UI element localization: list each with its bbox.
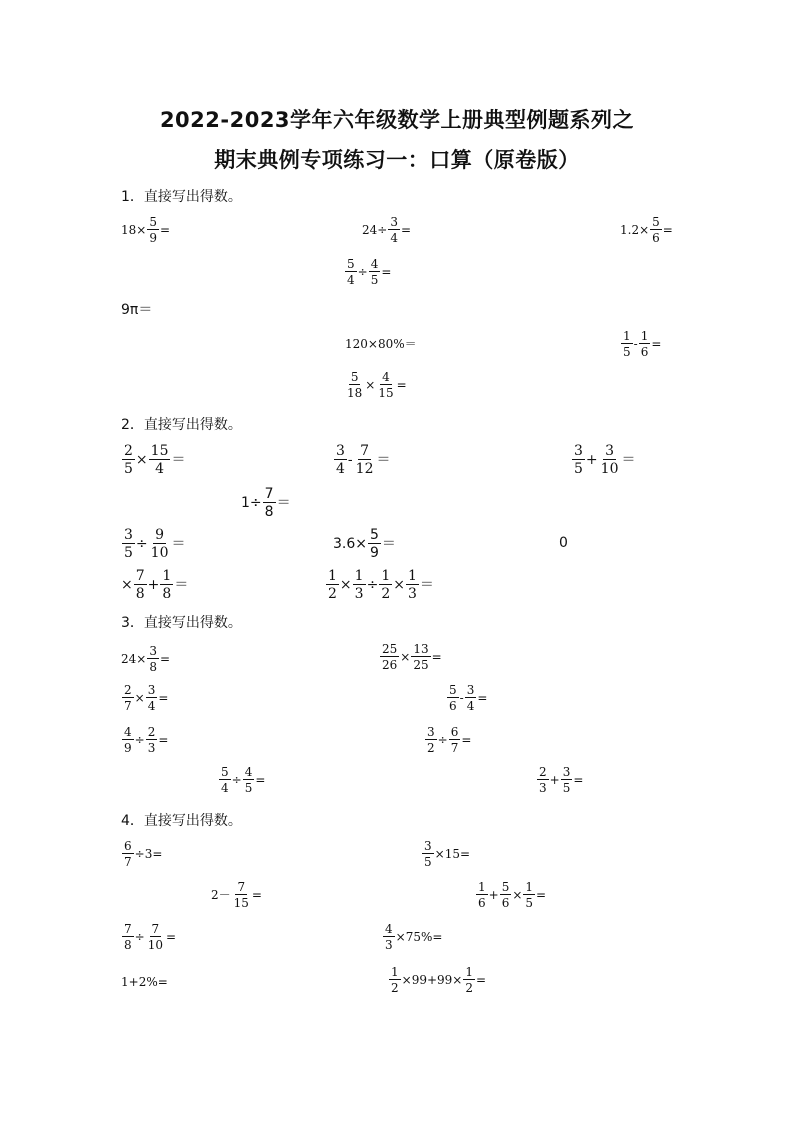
equals-sign: = (477, 691, 488, 705)
fraction-denominator: 10 (150, 545, 169, 561)
fraction-numerator: 25 (382, 642, 398, 656)
math-problem (345, 338, 417, 350)
fraction-numerator: 1 (525, 880, 534, 894)
fraction-denominator: 5 (562, 781, 571, 795)
fraction (639, 330, 651, 358)
fraction-denominator: 8 (162, 586, 172, 602)
fraction-denominator: 7 (450, 741, 459, 755)
fraction-numerator: 3 (124, 527, 133, 543)
math-problem (121, 923, 176, 951)
fraction (650, 216, 662, 244)
equals-sign: ＝ (376, 452, 391, 468)
fraction-numerator: 7 (360, 443, 370, 459)
math-problem (424, 726, 471, 754)
fraction-numerator: 15 (150, 443, 169, 459)
operator: ÷ (134, 930, 145, 944)
fraction-denominator: 15 (378, 386, 394, 400)
operator: + (549, 773, 560, 787)
fraction-denominator: 5 (424, 855, 432, 869)
equals-sign: ＝ (174, 577, 189, 593)
section-heading: 4．直接写出得数。 (121, 813, 242, 829)
equals-sign: = (573, 773, 584, 787)
fraction-numerator: 2 (124, 683, 132, 697)
fraction-numerator: 1 (381, 568, 391, 584)
fraction-numerator: 1 (328, 568, 337, 584)
fraction-denominator: 5 (525, 896, 534, 910)
fraction (147, 645, 159, 673)
equals-sign: = (158, 691, 169, 705)
fraction-denominator: 2 (427, 741, 435, 755)
math-problem (121, 216, 170, 244)
math-problem (379, 643, 442, 671)
equals-sign: = (159, 652, 171, 666)
problem-text: × (121, 577, 133, 593)
operator: ÷ (135, 536, 148, 552)
fraction (354, 444, 376, 476)
equals-sign: = (662, 223, 673, 237)
math-problem (446, 684, 487, 712)
operator: ×75%= (395, 930, 443, 944)
fraction-denominator: 12 (355, 461, 374, 477)
math-problem (121, 645, 170, 673)
math-problem (121, 528, 185, 560)
fraction (465, 684, 477, 712)
fraction-numerator: 2 (124, 443, 133, 459)
page-title-line2: 期末典例专项练习一：口算（原卷版） (214, 148, 580, 172)
fraction-numerator: 4 (124, 725, 132, 739)
equals-sign: ＝ (621, 452, 636, 468)
operator: - (347, 452, 353, 468)
fraction-denominator: 8 (264, 504, 274, 520)
math-problem (121, 303, 152, 317)
fraction-numerator: 1 (407, 568, 417, 584)
equals-sign: = (165, 930, 177, 944)
fraction-numerator: 2 (147, 725, 156, 739)
operator: ÷ (134, 733, 145, 747)
equals-sign: ＝ (419, 577, 434, 593)
fraction-denominator: 4 (147, 699, 156, 713)
fraction (149, 528, 171, 560)
fraction-numerator: 1 (391, 965, 399, 979)
fraction-denominator: 2 (465, 981, 473, 995)
problem-text: 1+2%= (121, 975, 168, 989)
operator: ÷ (231, 773, 242, 787)
operator: ÷ (366, 577, 379, 593)
fraction (383, 923, 395, 951)
fraction-denominator: 3 (407, 586, 417, 602)
fraction-numerator: 3 (427, 725, 435, 739)
fraction (263, 487, 276, 519)
problem-text: 24÷ (362, 223, 388, 237)
fraction (147, 216, 159, 244)
equals-sign: ＝ (171, 536, 186, 552)
equals-sign: = (158, 733, 169, 747)
problem-text: 9π＝ (121, 302, 153, 318)
fraction-numerator: 3 (336, 443, 345, 459)
fraction-numerator: 1 (354, 568, 364, 584)
math-problem (559, 536, 568, 550)
fraction (376, 371, 395, 399)
fraction-denominator: 4 (466, 699, 475, 713)
operator: ÷ (437, 733, 448, 747)
fraction-denominator: 4 (347, 273, 355, 287)
fraction-numerator: 1 (623, 329, 631, 343)
problem-text: 120×80%＝ (345, 337, 417, 351)
problem-text: 1÷ (241, 495, 262, 511)
fraction-denominator: 6 (478, 896, 486, 910)
equals-sign: = (536, 888, 547, 902)
fraction-denominator: 4 (221, 781, 229, 795)
fraction-denominator: 8 (135, 586, 145, 602)
operator: × (135, 452, 148, 468)
fraction-numerator: 1 (478, 880, 486, 894)
fraction-denominator: 3 (147, 741, 156, 755)
fraction (134, 569, 147, 601)
fraction (122, 840, 134, 868)
fraction (146, 923, 165, 951)
problem-text: 2－ (211, 888, 231, 902)
operator: × (512, 888, 523, 902)
fraction-denominator: 3 (385, 938, 393, 952)
equals-sign: = (381, 265, 392, 279)
fraction-denominator: 6 (640, 345, 649, 359)
fraction-denominator: 8 (149, 660, 157, 674)
fraction (353, 569, 366, 601)
fraction (122, 923, 134, 951)
fraction (122, 726, 134, 754)
fraction (368, 528, 381, 560)
fraction-denominator: 10 (147, 938, 163, 952)
fraction (406, 569, 419, 601)
fraction-numerator: 3 (147, 683, 156, 697)
fraction-denominator: 3 (354, 586, 364, 602)
problem-text: 18× (121, 223, 147, 237)
fraction-numerator: 3 (466, 683, 475, 697)
fraction (243, 766, 255, 794)
fraction (425, 726, 437, 754)
fraction-numerator: 4 (244, 765, 253, 779)
fraction-numerator: 5 (350, 370, 359, 384)
math-problem (571, 444, 635, 476)
operator: × (134, 691, 145, 705)
operator: × (339, 577, 352, 593)
fraction (572, 444, 585, 476)
fraction-denominator: 18 (347, 386, 363, 400)
operator: × (393, 577, 405, 593)
fraction-denominator: 2 (391, 981, 399, 995)
fraction (380, 643, 399, 671)
page-title-line1: 2022-2023学年六年级数学上册典型例题系列之 (159, 108, 635, 132)
equals-sign: ＝ (171, 452, 186, 468)
fraction-numerator: 5 (149, 215, 157, 229)
fraction (326, 569, 339, 601)
fraction-denominator: 7 (124, 855, 132, 869)
fraction-numerator: 5 (501, 880, 510, 894)
fraction-numerator: 7 (264, 486, 274, 502)
fraction-numerator: 7 (237, 880, 246, 894)
fraction-denominator: 5 (623, 345, 631, 359)
fraction (345, 258, 357, 286)
fraction-denominator: 8 (124, 938, 132, 952)
fraction-denominator: 7 (124, 699, 132, 713)
section-heading: 3．直接写出得数。 (121, 615, 242, 631)
equals-sign: = (651, 337, 662, 351)
math-problem (121, 444, 185, 476)
math-problem (325, 569, 434, 601)
math-problem (121, 684, 168, 712)
fraction (463, 966, 475, 994)
fraction-numerator: 1 (162, 568, 172, 584)
fraction (389, 966, 401, 994)
fraction-numerator: 3 (390, 215, 398, 229)
math-problem (620, 216, 673, 244)
fraction (345, 371, 364, 399)
fraction (379, 569, 392, 601)
fraction (523, 881, 535, 909)
fraction-denominator: 4 (155, 461, 165, 477)
fraction (122, 444, 135, 476)
fraction-numerator: 4 (382, 370, 390, 384)
math-problem (536, 766, 583, 794)
problem-text: 1.2× (620, 223, 650, 237)
fraction-denominator: 10 (600, 461, 619, 477)
math-problem (121, 976, 168, 988)
equals-sign: ＝ (381, 536, 396, 552)
fraction (232, 881, 251, 909)
fraction-numerator: 3 (562, 765, 571, 779)
equals-sign: = (251, 888, 262, 902)
equals-sign: = (400, 223, 412, 237)
math-problem (241, 487, 291, 519)
problem-text: 3.6× (333, 536, 367, 552)
math-problem (475, 881, 546, 909)
problem-text: 24× (121, 652, 147, 666)
operator: - (633, 337, 638, 351)
fraction-denominator: 26 (382, 658, 398, 672)
section-heading: 1．直接写出得数。 (121, 189, 242, 205)
fraction (334, 444, 347, 476)
operator: + (147, 577, 160, 593)
fraction-numerator: 3 (574, 443, 583, 459)
fraction-denominator: 25 (413, 658, 429, 672)
math-problem (333, 444, 390, 476)
fraction (369, 258, 381, 286)
math-problem (344, 258, 391, 286)
fraction (476, 881, 488, 909)
fraction-denominator: 5 (124, 545, 133, 561)
fraction-numerator: 5 (449, 683, 457, 697)
operator: + (585, 452, 598, 468)
fraction (621, 330, 633, 358)
operator: ÷3= (134, 847, 163, 861)
fraction-denominator: 3 (539, 781, 547, 795)
fraction-denominator: 9 (370, 545, 379, 561)
equals-sign: = (255, 773, 266, 787)
fraction (146, 684, 158, 712)
fraction (388, 216, 400, 244)
fraction (449, 726, 461, 754)
math-problem (344, 371, 407, 399)
fraction (219, 766, 231, 794)
math-problem (121, 840, 162, 868)
math-problem (620, 330, 661, 358)
equals-sign: = (159, 223, 171, 237)
fraction-denominator: 2 (381, 586, 391, 602)
fraction-numerator: 5 (221, 765, 229, 779)
fraction-denominator: 6 (501, 896, 510, 910)
equals-sign: = (461, 733, 472, 747)
fraction (122, 684, 134, 712)
fraction-denominator: 6 (449, 699, 457, 713)
math-problem (382, 923, 442, 951)
fraction-denominator: 6 (652, 231, 660, 245)
fraction-numerator: 13 (413, 642, 429, 656)
problem-text: 0 (559, 535, 568, 551)
fraction (146, 726, 158, 754)
fraction-denominator: 15 (233, 896, 249, 910)
fraction-numerator: 4 (385, 922, 393, 936)
fraction (447, 684, 459, 712)
fraction-denominator: 4 (390, 231, 398, 245)
fraction-numerator: 9 (155, 527, 165, 543)
fraction (537, 766, 549, 794)
fraction-numerator: 7 (151, 922, 160, 936)
math-problem (333, 528, 396, 560)
math-problem (211, 881, 262, 909)
operator: ÷ (357, 265, 368, 279)
fraction-numerator: 5 (652, 215, 660, 229)
math-problem (218, 766, 265, 794)
fraction-numerator: 6 (124, 839, 132, 853)
equals-sign: = (475, 973, 487, 987)
fraction-numerator: 3 (424, 839, 432, 853)
fraction-numerator: 1 (640, 329, 649, 343)
math-problem (121, 726, 168, 754)
equals-sign: ＝ (276, 495, 291, 511)
fraction (599, 444, 621, 476)
fraction-numerator: 7 (124, 922, 132, 936)
fraction-denominator: 5 (574, 461, 583, 477)
fraction-denominator: 4 (336, 461, 345, 477)
fraction (149, 444, 171, 476)
fraction-numerator: 2 (539, 765, 547, 779)
operator: + (488, 888, 499, 902)
operator: × (400, 650, 411, 664)
fraction (500, 881, 512, 909)
math-problem (121, 569, 188, 601)
math-problem (388, 966, 486, 994)
operator: ×15= (434, 847, 471, 861)
equals-sign: = (396, 378, 407, 392)
equals-sign: = (431, 650, 442, 664)
fraction (411, 643, 430, 671)
fraction (122, 528, 135, 560)
fraction-numerator: 7 (135, 568, 145, 584)
fraction-numerator: 5 (347, 257, 355, 271)
fraction-numerator: 6 (450, 725, 459, 739)
fraction-denominator: 5 (124, 461, 133, 477)
fraction-denominator: 9 (149, 231, 157, 245)
section-heading: 2．直接写出得数。 (121, 417, 242, 433)
operator: × (365, 378, 376, 392)
fraction-numerator: 1 (465, 965, 473, 979)
fraction (422, 840, 434, 868)
fraction-denominator: 5 (370, 273, 379, 287)
fraction-numerator: 5 (370, 527, 379, 543)
fraction (561, 766, 573, 794)
fraction-numerator: 3 (149, 644, 157, 658)
fraction-denominator: 9 (124, 741, 132, 755)
fraction-numerator: 3 (605, 443, 615, 459)
math-problem (421, 840, 470, 868)
fraction-denominator: 5 (244, 781, 253, 795)
fraction (160, 569, 173, 601)
operator: - (459, 691, 464, 705)
operator: ×99+99× (401, 973, 463, 987)
fraction-denominator: 2 (328, 586, 337, 602)
math-problem (362, 216, 411, 244)
fraction-numerator: 4 (370, 257, 379, 271)
